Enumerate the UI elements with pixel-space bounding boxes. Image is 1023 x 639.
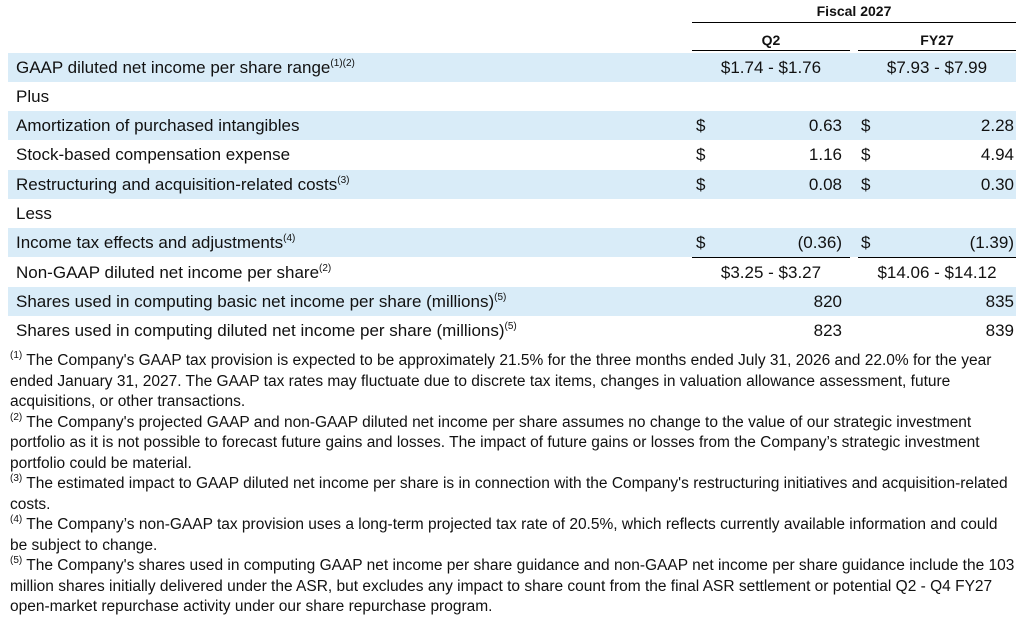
table-row xyxy=(8,140,1016,169)
fy27-value: 835 xyxy=(985,292,1014,311)
dollar-sign-q2: $ xyxy=(696,175,706,194)
footnote-text: The Company's GAAP tax provision is expected to be approximately 21.5% for the three months ended July 31, 2026 and 22.0% for the year ended January 31, 2027. The GAAP tax rates may fluctuate due to discrete tax items, changes in valuation allowance assessment, future acquisitions, or other transactions. xyxy=(10,352,992,410)
row-label-text: Less xyxy=(16,204,52,223)
row-label xyxy=(16,228,295,257)
dollar-sign-fy27: $ xyxy=(861,233,871,252)
table-row xyxy=(8,228,1016,257)
footnote-ref: (5) xyxy=(504,321,517,332)
q2-value: (0.36) xyxy=(797,233,842,252)
footnote xyxy=(10,474,1015,515)
row-label xyxy=(16,170,350,199)
footnote-text: The Company's shares used in computing GAAP net income per share guidance and non-GAAP net income per share guidance include the 103 million shares initially delivered under the ASR, but excludes any impact to share count from the final ASR settlement or potential Q2 - Q4 FY27 open-market repurchase activity under our share repurchase program. xyxy=(10,557,1015,615)
row-label xyxy=(16,258,331,287)
footnote-ref: (1)(2) xyxy=(330,58,355,69)
total-rule-fy27 xyxy=(858,257,1016,258)
footnote-text: The Company's projected GAAP and non-GAAP diluted net income per share assumes no change to the value of our strategic investment portfolio as it is not possible to forecast future gains and losses. The impact of future gains or losses from the Company’s strategic investment portfolio could be material. xyxy=(10,413,980,472)
footnote xyxy=(10,515,1015,556)
footnote-ref: (2) xyxy=(319,263,332,274)
row-label xyxy=(16,140,290,169)
dollar-sign-q2: $ xyxy=(696,145,706,164)
column-header-q2: Q2 xyxy=(692,30,850,51)
table-row xyxy=(8,111,1016,140)
footnote-mark: (1) xyxy=(10,350,23,361)
q2-value: $3.25 - $3.27 xyxy=(720,263,822,282)
footnote-mark: (2) xyxy=(10,411,23,423)
footnote-ref: (4) xyxy=(283,233,296,244)
footnote-text: The Company’s non-GAAP tax provision uses a long-term projected tax rate of 20.5%, which reflects currently available information and could be subject to change. xyxy=(10,516,998,554)
row-label xyxy=(16,111,300,140)
dollar-sign-q2: $ xyxy=(696,116,706,135)
dollar-sign-fy27: $ xyxy=(861,116,871,135)
footnote xyxy=(10,556,1015,618)
row-label-text: Stock-based compensation expense xyxy=(16,145,291,164)
fy27-value: 2.28 xyxy=(980,116,1014,135)
row-label xyxy=(16,287,506,316)
footnote-mark: (3) xyxy=(10,473,23,484)
row-label-text: Non-GAAP diluted net income per share xyxy=(16,263,320,282)
table-row xyxy=(8,82,1016,111)
total-rule-q2 xyxy=(692,257,850,258)
row-label-text: Shares used in computing basic net income per share (millions) xyxy=(16,292,495,311)
row-label-text: Plus xyxy=(16,87,50,106)
table-row xyxy=(8,258,1016,287)
q2-value: 1.16 xyxy=(808,145,842,164)
footnote-mark: (4) xyxy=(10,514,23,525)
dollar-sign-fy27: $ xyxy=(861,175,871,194)
row-label xyxy=(16,82,49,111)
table-row xyxy=(8,53,1016,82)
footnote xyxy=(10,351,1015,413)
column-header-fy27: FY27 xyxy=(858,30,1016,51)
dollar-sign-fy27: $ xyxy=(861,145,871,164)
fy27-value: $7.93 - $7.99 xyxy=(886,58,988,77)
footnote-ref: (3) xyxy=(337,175,350,186)
q2-value: 823 xyxy=(813,321,842,340)
row-label-text: Restructuring and acquisition-related costs xyxy=(16,175,338,194)
fy27-value: $14.06 - $14.12 xyxy=(877,263,997,282)
table-row xyxy=(8,170,1016,199)
footnote-ref: (5) xyxy=(494,292,507,303)
fy27-value: 4.94 xyxy=(980,145,1014,164)
row-label-text: Income tax effects and adjustments xyxy=(16,233,284,252)
footnote-mark: (5) xyxy=(10,555,23,566)
q2-value: 0.08 xyxy=(808,175,842,194)
fy27-value: (1.39) xyxy=(969,233,1014,252)
footnotes xyxy=(10,351,1015,618)
row-label-text: Amortization of purchased intangibles xyxy=(16,116,300,135)
footnote xyxy=(10,413,1015,475)
row-label xyxy=(16,199,52,228)
row-label-text: GAAP diluted net income per share range xyxy=(16,58,331,77)
table-row xyxy=(8,199,1016,228)
footnote-text: The estimated impact to GAAP diluted net income per share is in connection with the Company's restructuring initiatives and acquisition-related costs. xyxy=(10,475,1008,513)
row-label-text: Shares used in computing diluted net income per share (millions) xyxy=(16,321,505,340)
fiscal-year-header: Fiscal 2027 xyxy=(692,0,1016,23)
fy27-value: 0.30 xyxy=(980,175,1014,194)
table-row xyxy=(8,316,1016,345)
q2-value: 0.63 xyxy=(808,116,842,135)
row-label xyxy=(16,316,517,345)
table-row xyxy=(8,287,1016,316)
q2-value: $1.74 - $1.76 xyxy=(720,58,822,77)
dollar-sign-q2: $ xyxy=(696,233,706,252)
q2-value: 820 xyxy=(813,292,842,311)
row-label xyxy=(16,53,355,82)
fy27-value: 839 xyxy=(985,321,1014,340)
